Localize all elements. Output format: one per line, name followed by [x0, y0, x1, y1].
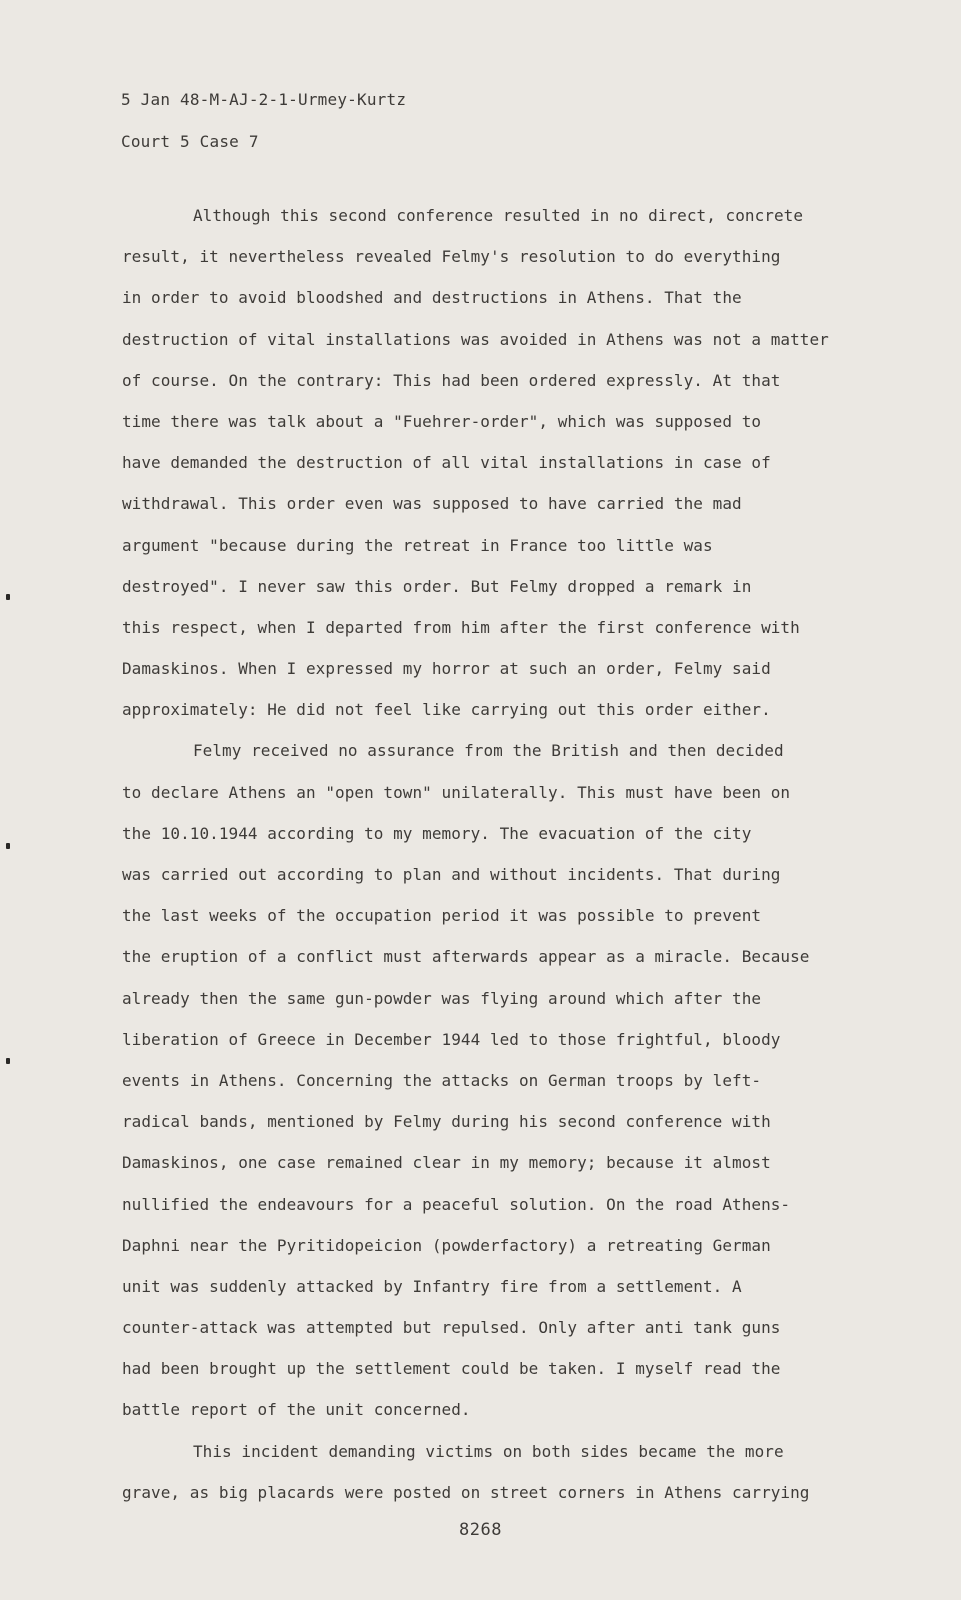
text-line: the last weeks of the occupation period it was possible to prevent	[122, 906, 762, 926]
text-line: Damaskinos. When I expressed my horror at such an order, Felmy said	[122, 659, 771, 679]
text-line: the eruption of a conflict must afterwards appear as a miracle. Because	[122, 947, 810, 967]
margin-punch-mark	[6, 1058, 10, 1064]
text-line: destroyed". I never saw this order. But Felmy dropped a remark in	[122, 576, 752, 596]
text-line: argument "because during the retreat in France too little was	[122, 535, 713, 555]
text-line: approximately: He did not feel like carrying out this order either.	[122, 700, 771, 720]
text-line: to declare Athens an "open town" unilaterally. This must have been on	[122, 782, 791, 802]
text-line: have demanded the destruction of all vital installations in case of	[122, 453, 771, 473]
paragraph-start-line: Although this second conference resulted in no direct, concrete	[193, 206, 804, 225]
text-line: was carried out according to plan and without incidents. That during	[122, 865, 781, 884]
text-line: time there was talk about a "Fuehrer-order", which was supposed to	[122, 411, 762, 431]
text-line: destruction of vital installations was avoided in Athens was not a matter	[122, 329, 829, 349]
text-line: events in Athens. Concerning the attacks on German troops by left-	[122, 1070, 762, 1090]
text-line: the 10.10.1944 according to my memory. The evacuation of the city	[122, 823, 752, 843]
text-line: grave, as big placards were posted on street corners in Athens carrying	[122, 1482, 810, 1502]
text-line: this respect, when I departed from him after the first conference with	[122, 617, 800, 637]
court-case-label: Court 5 Case 7	[121, 132, 259, 151]
margin-punch-mark	[6, 843, 10, 849]
text-line: result, it nevertheless revealed Felmy's resolution to do everything	[122, 247, 781, 267]
text-line: of course. On the contrary: This had been ordered expressly. At that	[122, 370, 781, 390]
text-line: Damaskinos, one case remained clear in my memory; because it almost	[122, 1153, 771, 1173]
text-line: unit was suddenly attacked by Infantry fire from a settlement. A	[122, 1276, 742, 1296]
text-line: nullified the endeavours for a peaceful solution. On the road Athens-	[122, 1194, 791, 1214]
paragraph-start-line: Felmy received no assurance from the British and then decided	[193, 741, 784, 761]
page-number: 8268	[459, 1520, 502, 1540]
document-reference: 5 Jan 48-M-AJ-2-1-Urmey-Kurtz	[121, 90, 407, 109]
text-line: Daphni near the Pyritidopeicion (powderfactory) a retreating German	[122, 1235, 771, 1255]
text-line: radical bands, mentioned by Felmy during his second conference with	[122, 1112, 771, 1132]
text-line: had been brought up the settlement could be taken. I myself read the	[122, 1359, 781, 1379]
transcript-body	[122, 206, 882, 1524]
text-line: withdrawal. This order even was supposed to have carried the mad	[122, 494, 742, 514]
text-line: battle report of the unit concerned.	[122, 1400, 471, 1420]
margin-punch-mark	[6, 594, 10, 600]
text-line: liberation of Greece in December 1944 led to those frightful, bloody	[122, 1029, 781, 1049]
paragraph-start-line: This incident demanding victims on both sides became the more	[193, 1441, 784, 1461]
text-line: counter-attack was attempted but repulsed. Only after anti tank guns	[122, 1318, 781, 1338]
text-line: in order to avoid bloodshed and destructions in Athens. That the	[122, 288, 742, 308]
text-line: already then the same gun-powder was flying around which after the	[122, 988, 762, 1008]
